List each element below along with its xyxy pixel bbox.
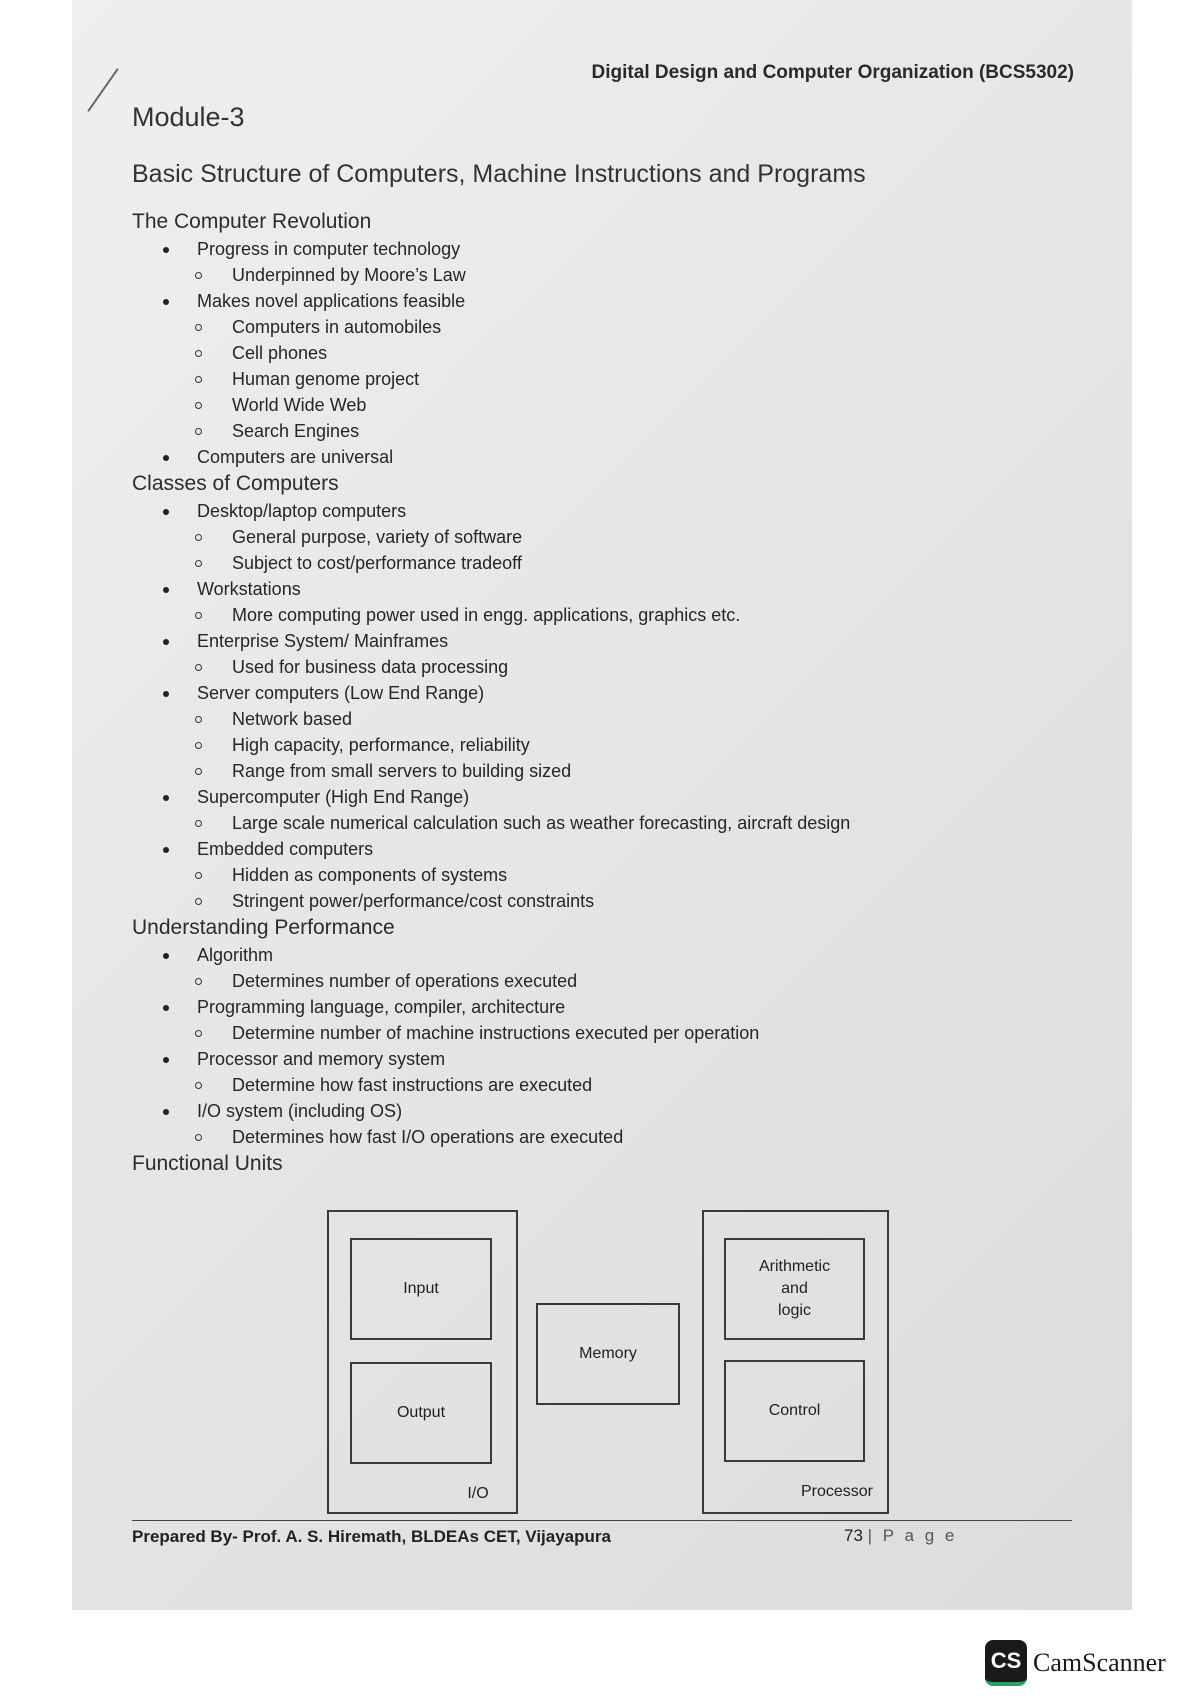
sub-bullet-item: Used for business data processing [167,654,1092,680]
camscanner-icon: CS [985,1640,1027,1686]
bullet-list [132,236,1092,470]
bullet-item-text: Desktop/laptop computers [197,501,407,521]
sub-bullet-item: Network based [167,706,1092,732]
section-heading: Functional Units [132,1152,283,1175]
sub-bullet-item: Human genome project [167,366,1092,392]
sub-bullet-item: Stringent power/performance/cost constraints [167,888,1092,914]
sub-bullet-list [132,862,1092,914]
sub-bullet-item: Cell phones [167,340,1092,366]
camscanner-brand: CamScanner [1033,1648,1166,1677]
course-title: Digital Design and Computer Organization (BCS5302) [591,62,1074,83]
sub-bullet-list [132,602,1092,628]
bullet-item-text: Progress in computer technology [197,239,461,259]
sub-list-wrapper [132,862,1092,914]
io-unit-box [327,1210,518,1514]
pen-mark [87,68,118,112]
alu-label-line1: Arithmetic [758,1258,831,1275]
sub-bullet-list [132,810,1092,836]
sub-bullet-item: Determine number of machine instructions executed per operation [167,1020,1092,1046]
sub-bullet-item: Determines how fast I/O operations are executed [167,1124,1092,1150]
sub-bullet-item: World Wide Web [167,392,1092,418]
bullet-item [132,836,1092,862]
sub-bullet-item: Range from small servers to building sized [167,758,1092,784]
sub-bullet-list [132,1124,1092,1150]
page-number: 73 [844,1526,863,1545]
input-box [350,1238,492,1340]
sub-list-wrapper [132,1124,1092,1150]
section-heading: Classes of Computers [132,472,339,495]
sub-bullet-item: General purpose, variety of software [167,524,1092,550]
bullet-item [132,498,1092,524]
sub-list-wrapper [132,706,1092,784]
bullet-item-text: Enterprise System/ Mainframes [197,631,449,651]
sub-bullet-list [132,968,1092,994]
sub-bullet-list [132,524,1092,576]
bullet-item [132,1046,1092,1072]
sub-bullet-item: Determines number of operations executed [167,968,1092,994]
bullet-item-text: Embedded computers [197,839,374,859]
sub-bullet-list [132,654,1092,680]
bullet-item-text: Server computers (Low End Range) [197,683,485,703]
sub-bullet-list [132,1072,1092,1098]
bullet-item [132,994,1092,1020]
bullet-item [132,680,1092,706]
content-body [132,208,1092,1178]
sub-list-wrapper [132,314,1092,444]
bullet-item-text: Algorithm [197,945,274,965]
io-label: I/O [467,1485,489,1502]
sub-bullet-item: Computers in automobiles [167,314,1092,340]
alu-label-line2: and [781,1280,808,1297]
alu-box [724,1238,865,1340]
bullet-item [132,784,1092,810]
bullet-item-text: Processor and memory system [197,1049,446,1069]
footer-divider [132,1520,1072,1521]
bullet-list [132,942,1092,1150]
sub-bullet-list [132,314,1092,444]
page-title: Basic Structure of Computers, Machine Instructions and Programs [132,160,866,188]
bullet-item [132,628,1092,654]
sub-bullet-item: Subject to cost/performance tradeoff [167,550,1092,576]
bullet-item [132,444,1092,470]
bullet-item [132,1098,1092,1124]
sub-bullet-item: Hidden as components of systems [167,862,1092,888]
bullet-item-text: Workstations [197,579,301,599]
bullet-item-text: Computers are universal [197,447,394,467]
sub-bullet-item: Search Engines [167,418,1092,444]
sub-list-wrapper [132,1020,1092,1046]
sub-bullet-item: Underpinned by Moore’s Law [167,262,1092,288]
module-title: Module-3 [132,102,245,132]
bullet-item [132,942,1092,968]
bullet-item-text: Makes novel applications feasible [197,291,466,311]
footer-page-info [844,1526,957,1546]
sub-bullet-list [132,706,1092,784]
control-label: Control [768,1402,821,1419]
bullet-item [132,236,1092,262]
output-box [350,1362,492,1464]
section-heading: The Computer Revolution [132,210,372,233]
bullet-item-text: Programming language, compiler, architecture [197,997,566,1017]
sub-list-wrapper [132,810,1092,836]
bullet-item-text: Supercomputer (High End Range) [197,787,470,807]
page-label: | P a g e [867,1526,958,1545]
bullet-item [132,288,1092,314]
alu-label-line3: logic [778,1302,811,1319]
bullet-item [132,576,1092,602]
output-label: Output [396,1404,446,1421]
memory-label: Memory [579,1345,637,1362]
camscanner-watermark [985,1640,1166,1686]
sub-list-wrapper [132,602,1092,628]
alu-label [724,1238,865,1340]
processor-label: Processor [800,1483,874,1500]
sub-list-wrapper [132,1072,1092,1098]
sub-bullet-item: Determine how fast instructions are executed [167,1072,1092,1098]
sub-bullet-item: Large scale numerical calculation such as weather forecasting, aircraft design [167,810,1092,836]
memory-box [536,1303,680,1405]
sub-list-wrapper [132,262,1092,288]
sub-list-wrapper [132,968,1092,994]
control-box [724,1360,865,1462]
footer-prepared-by: Prepared By- Prof. A. S. Hiremath, BLDEAs CET, Vijayapura [132,1527,611,1546]
scanned-page [72,0,1132,1610]
bullet-item-text: I/O system (including OS) [197,1101,403,1121]
section-heading: Understanding Performance [132,916,395,939]
sub-bullet-item: More computing power used in engg. applications, graphics etc. [167,602,1092,628]
sub-bullet-list [132,1020,1092,1046]
bullet-list [132,498,1092,914]
input-label: Input [403,1280,439,1297]
sub-bullet-list [132,262,1092,288]
sub-list-wrapper [132,524,1092,576]
sub-list-wrapper [132,654,1092,680]
processor-box [702,1210,889,1514]
sub-bullet-item: High capacity, performance, reliability [167,732,1092,758]
